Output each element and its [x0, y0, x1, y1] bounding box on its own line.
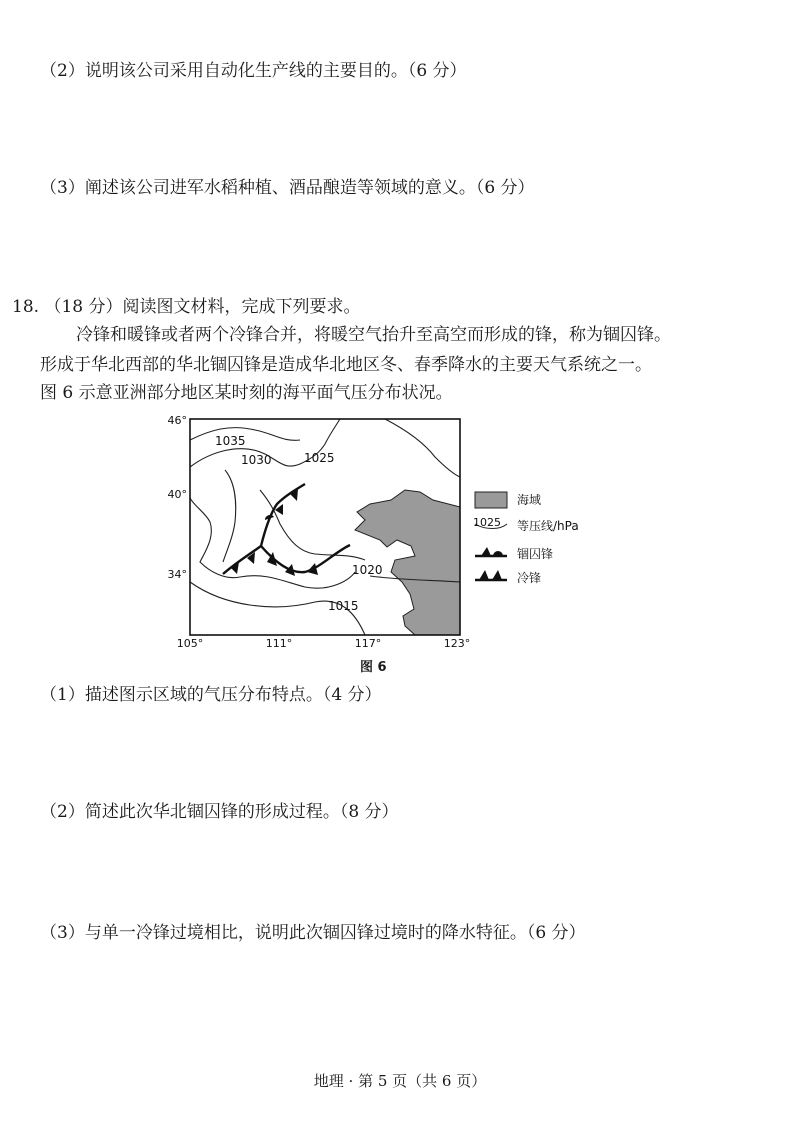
page-footer: 地理 · 第 5 页（共 6 页）	[313, 1072, 487, 1090]
legend-occluded-triangle	[481, 547, 491, 556]
isobar-mid-line	[260, 490, 365, 560]
front-triangle	[307, 563, 318, 575]
legend-occluded-label: 锢囚锋	[517, 547, 554, 561]
question-18-3: （3）与单一冷锋过境相比，说明此次锢囚锋过境时的降水特征。（6 分）	[40, 923, 586, 943]
legend-isobar-sample: 1025	[473, 516, 501, 529]
legend	[473, 492, 579, 585]
lon-label: 111°	[265, 637, 293, 650]
legend-isobar-label: 等压线/hPa	[517, 519, 579, 533]
legend-cold-triangle	[479, 570, 489, 580]
material-line-3: 图 6 示意亚洲部分地区某时刻的海平面气压分布状况。	[40, 383, 453, 403]
legend-occluded-semicircle	[493, 551, 503, 556]
lat-label: 34°	[167, 568, 187, 581]
question-18-2: （2）简述此次华北锢囚锋的形成过程。（8 分）	[40, 802, 399, 822]
lon-label: 105°	[176, 637, 204, 650]
front-symbols	[231, 489, 318, 576]
legend-sea-swatch	[475, 492, 507, 508]
material-line-1: 冷锋和暖锋或者两个冷锋合并，将暖空气抬升至高空而形成的锋，称为锢囚锋。	[76, 325, 671, 345]
latitude-labels	[168, 414, 188, 581]
lat-label: 46°	[167, 414, 187, 427]
isobar-label: 1035	[215, 434, 246, 448]
isobar-inner-west-line	[223, 470, 236, 562]
lon-label: 117°	[354, 637, 382, 650]
legend-cold-label: 冷锋	[517, 571, 542, 585]
isobar-label: 1025	[304, 451, 335, 465]
material-line-2: 形成于华北西部的华北锢囚锋是造成华北地区冬、春季降水的主要天气系统之一。	[40, 355, 652, 375]
isobar-labels	[215, 434, 383, 613]
isobar-label: 1015	[328, 599, 359, 613]
longitude-labels	[177, 637, 471, 650]
legend-cold-triangle	[492, 570, 502, 580]
question-2-top: （2）说明该公司采用自动化生产线的主要目的。（6 分）	[40, 61, 467, 81]
isobar-label: 1020	[352, 563, 383, 577]
lat-label: 40°	[167, 488, 187, 501]
question-18-header: 18. （18 分）阅读图文材料，完成下列要求。	[12, 297, 361, 317]
cold-front-west	[223, 546, 261, 574]
isobar-1025-line	[385, 419, 460, 477]
legend-sea-label: 海域	[517, 493, 542, 507]
lon-label: 123°	[443, 637, 471, 650]
fronts	[223, 484, 350, 574]
pressure-map-figure	[165, 412, 585, 652]
isobar-label: 1030	[241, 453, 272, 467]
figure-caption: 图 6	[360, 660, 387, 675]
question-3-top: （3）阐述该公司进军水稻种植、酒品酿造等领域的意义。（6 分）	[40, 178, 535, 198]
front-triangle	[285, 564, 295, 576]
question-18-1: （1）描述图示区域的气压分布特点。（4 分）	[40, 685, 382, 705]
